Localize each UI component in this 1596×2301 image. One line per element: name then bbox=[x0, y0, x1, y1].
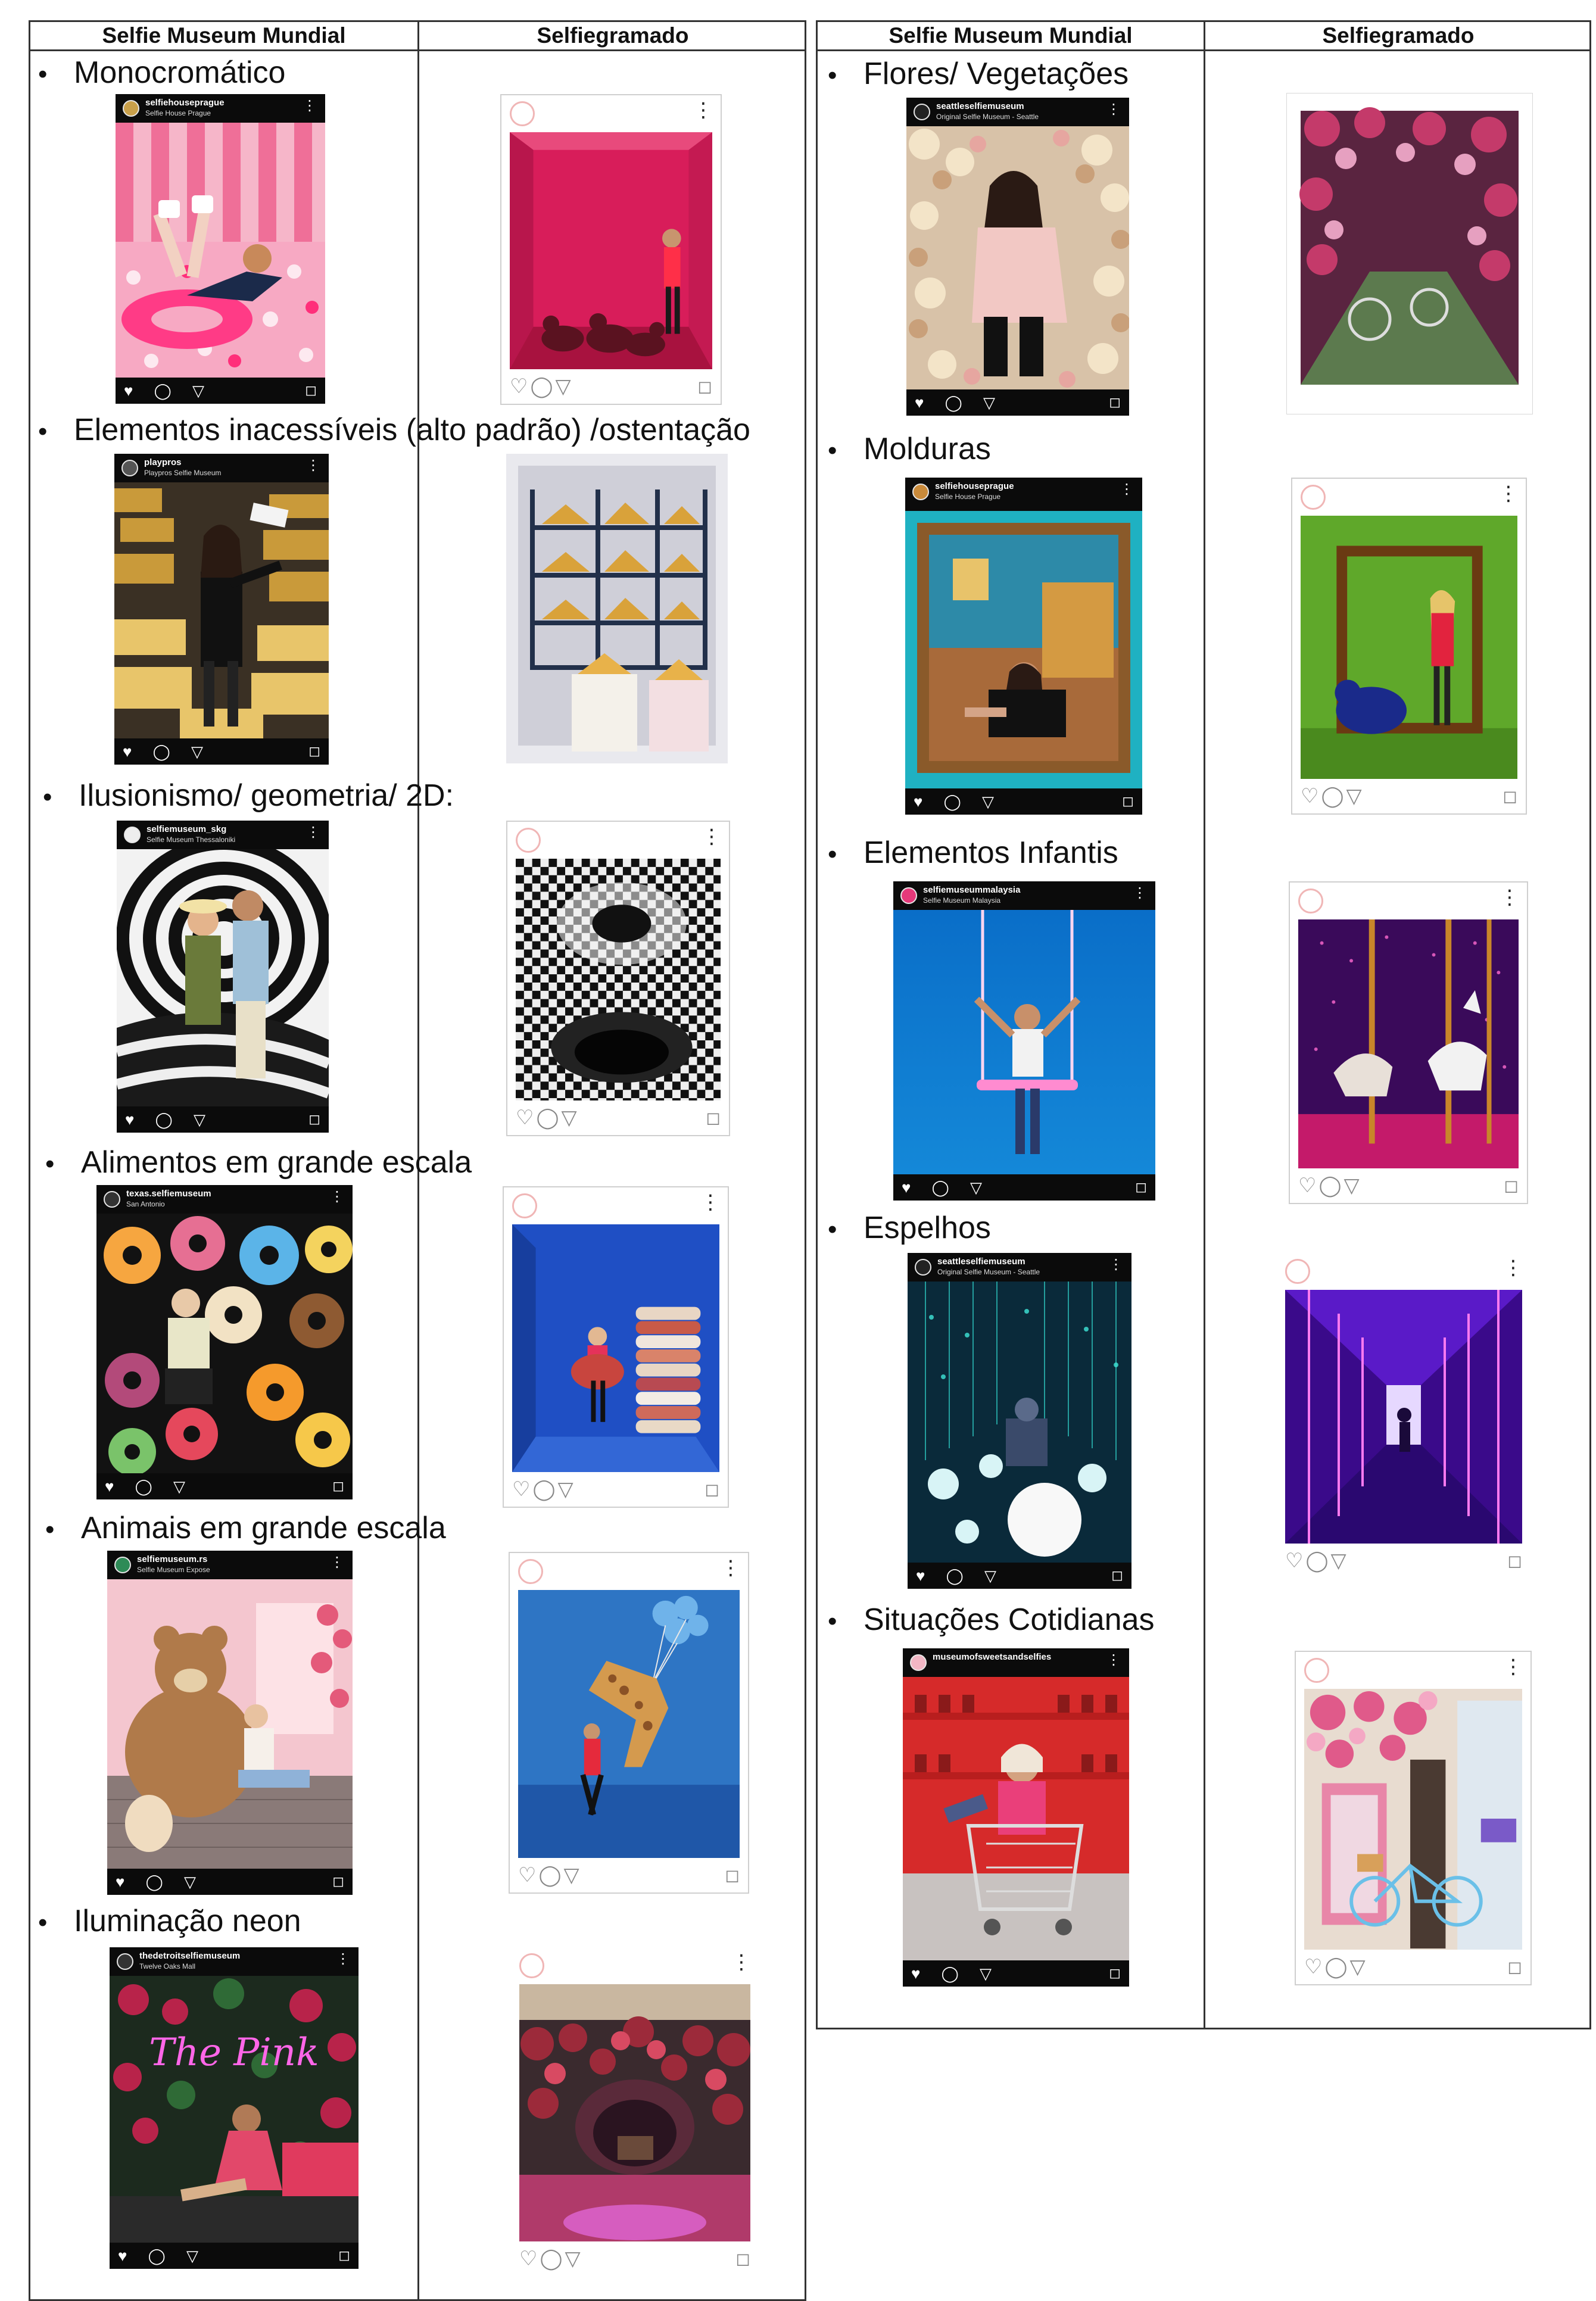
post-actions-icons[interactable]: ♡◯▽ bbox=[1285, 1549, 1349, 1572]
category-infantis: • Elementos Infantis bbox=[828, 835, 1118, 872]
bullet-icon: • bbox=[43, 782, 52, 812]
selfiegramado-post-animais bbox=[509, 1552, 749, 1894]
post-actions-icons[interactable]: ♡◯▽ bbox=[510, 375, 573, 398]
post-photo bbox=[1301, 516, 1517, 779]
more-options-icon[interactable]: ⋮ bbox=[1106, 101, 1121, 117]
category-animais: • Animais em grande escala bbox=[45, 1510, 446, 1548]
post-actions-icons[interactable]: ♥ ◯ ▽ bbox=[118, 2247, 207, 2265]
bullet-icon: • bbox=[828, 61, 837, 90]
post-location: Selfie Museum Thessaloniki bbox=[146, 835, 236, 844]
bullet-icon: • bbox=[38, 417, 48, 446]
bookmark-icon[interactable]: ◻ bbox=[332, 1478, 344, 1494]
selfiegramado-post-cotidianas bbox=[1295, 1651, 1532, 1985]
more-options-icon[interactable]: ⋮ bbox=[303, 98, 317, 114]
post-username: selfiemuseum_skg bbox=[146, 824, 227, 834]
post-username: selfiemuseummalaysia bbox=[923, 885, 1021, 895]
more-options-icon[interactable]: ⋮ bbox=[306, 457, 320, 473]
more-options-icon[interactable]: ⋮ bbox=[693, 99, 713, 121]
left-header-selfiegramado: Selfiegramado bbox=[537, 23, 689, 48]
avatar-placeholder-icon bbox=[1298, 888, 1323, 913]
post-username: selfiehouseprague bbox=[145, 98, 225, 108]
post-photo bbox=[114, 482, 329, 738]
category-neon: • Iluminação neon bbox=[38, 1903, 301, 1941]
instagram-post-cotidianas bbox=[903, 1648, 1129, 1987]
more-options-icon[interactable]: ⋮ bbox=[1133, 885, 1147, 901]
post-username: selfiehouseprague bbox=[935, 481, 1014, 491]
post-actions-icons[interactable]: ♥ ◯ ▽ bbox=[911, 1965, 1000, 1982]
post-actions-icons[interactable]: ♡◯▽ bbox=[1298, 1174, 1362, 1197]
bookmark-icon[interactable]: ◻ bbox=[1122, 793, 1134, 809]
category-ilusionismo: • Ilusionismo/ geometria/ 2D: bbox=[43, 778, 454, 815]
bookmark-icon[interactable]: ◻ bbox=[1507, 1551, 1522, 1571]
post-actions-icons[interactable]: ♡◯▽ bbox=[1301, 785, 1364, 807]
avatar-placeholder-icon bbox=[1301, 485, 1326, 510]
instagram-post-alimentos bbox=[96, 1185, 353, 1499]
avatar bbox=[914, 104, 930, 120]
bullet-icon: • bbox=[828, 436, 837, 465]
post-photo bbox=[116, 123, 325, 378]
avatar-placeholder-icon bbox=[518, 1559, 543, 1584]
selfiegramado-post-infantis bbox=[1289, 881, 1528, 1204]
post-actions-icons[interactable]: ♥ ◯ ▽ bbox=[916, 1567, 1005, 1585]
post-location: Playpros Selfie Museum bbox=[144, 469, 222, 477]
more-options-icon[interactable]: ⋮ bbox=[1503, 1256, 1523, 1279]
avatar bbox=[117, 1953, 133, 1970]
avatar bbox=[104, 1191, 120, 1208]
post-photo bbox=[518, 1590, 740, 1858]
bookmark-icon[interactable]: ◻ bbox=[308, 743, 320, 759]
bookmark-icon[interactable]: ◻ bbox=[705, 1480, 719, 1499]
bookmark-icon[interactable]: ◻ bbox=[1503, 787, 1517, 806]
selfiegramado-photo-flores bbox=[1286, 93, 1533, 414]
selfiegramado-post-neon bbox=[511, 1947, 759, 2276]
post-actions-icons[interactable]: ♡◯▽ bbox=[519, 2247, 583, 2270]
bookmark-icon[interactable]: ◻ bbox=[1135, 1179, 1147, 1195]
post-location: Original Selfie Museum - Seattle bbox=[936, 113, 1039, 121]
bullet-icon: • bbox=[38, 1908, 48, 1937]
post-location: San Antonio bbox=[126, 1200, 165, 1208]
post-username: museumofsweetsandselfies bbox=[933, 1652, 1052, 1662]
bookmark-icon[interactable]: ◻ bbox=[725, 1866, 740, 1885]
bookmark-icon[interactable]: ◻ bbox=[332, 1873, 344, 1890]
avatar-placeholder-icon bbox=[512, 1193, 537, 1218]
bookmark-icon[interactable]: ◻ bbox=[697, 377, 712, 397]
avatar bbox=[114, 1557, 131, 1573]
post-photo bbox=[510, 132, 712, 369]
bullet-icon: • bbox=[828, 1607, 837, 1636]
instagram-post-infantis bbox=[893, 881, 1155, 1201]
post-photo bbox=[893, 910, 1155, 1174]
bullet-icon: • bbox=[45, 1149, 55, 1178]
post-photo bbox=[110, 1976, 359, 2243]
selfiegramado-post-alimentos bbox=[503, 1186, 729, 1508]
selfiegramado-post-espelhos bbox=[1277, 1253, 1530, 1578]
post-photo bbox=[1304, 1689, 1522, 1950]
post-actions-icons[interactable]: ♡◯▽ bbox=[516, 1106, 579, 1129]
category-alimentos: • Alimentos em grande escala bbox=[45, 1145, 472, 1182]
post-username: selfiemuseum.rs bbox=[137, 1554, 208, 1564]
instagram-post-flores bbox=[906, 98, 1129, 416]
bookmark-icon[interactable]: ◻ bbox=[338, 2247, 350, 2263]
more-options-icon[interactable]: ⋮ bbox=[1503, 1655, 1523, 1678]
more-options-icon[interactable]: ⋮ bbox=[1120, 481, 1134, 497]
post-actions-icons[interactable]: ♥ ◯ ▽ bbox=[914, 793, 1002, 810]
post-actions-icons[interactable]: ♥ ◯ ▽ bbox=[124, 382, 213, 400]
avatar-placeholder-icon bbox=[1304, 1658, 1329, 1683]
post-photo bbox=[96, 1214, 353, 1473]
post-photo bbox=[903, 1677, 1129, 1960]
post-photo bbox=[117, 849, 329, 1106]
avatar bbox=[900, 887, 917, 904]
more-options-icon[interactable]: ⋮ bbox=[306, 824, 320, 840]
selfiegramado-post-molduras bbox=[1291, 478, 1527, 815]
post-username: thedetroitselfiemuseum bbox=[139, 1951, 241, 1961]
more-options-icon[interactable]: ⋮ bbox=[700, 1191, 721, 1214]
more-options-icon[interactable]: ⋮ bbox=[1109, 1256, 1123, 1273]
post-photo bbox=[512, 1224, 719, 1472]
instagram-post-ostentacao bbox=[114, 454, 329, 765]
post-actions-icons[interactable]: ♡◯▽ bbox=[512, 1478, 576, 1501]
post-photo bbox=[1298, 919, 1519, 1168]
bookmark-icon[interactable]: ◻ bbox=[1507, 1957, 1522, 1977]
post-location: Selfie Museum Expose bbox=[137, 1566, 210, 1574]
avatar bbox=[912, 484, 929, 500]
left-header-mundial: Selfie Museum Mundial bbox=[102, 23, 346, 48]
more-options-icon[interactable]: ⋮ bbox=[702, 825, 722, 848]
post-location: Twelve Oaks Mall bbox=[139, 1962, 196, 1970]
avatar bbox=[123, 100, 139, 117]
more-options-icon[interactable]: ⋮ bbox=[1500, 886, 1520, 909]
selfiegramado-post-ilusionismo bbox=[506, 821, 730, 1136]
avatar-placeholder-icon bbox=[510, 101, 535, 126]
post-photo bbox=[107, 1579, 353, 1869]
instagram-post-monocromatico bbox=[116, 94, 325, 404]
post-username: seattleselfiemuseum bbox=[936, 101, 1024, 111]
instagram-post-animais bbox=[107, 1551, 353, 1895]
post-username: playpros bbox=[144, 457, 182, 467]
more-options-icon[interactable]: ⋮ bbox=[336, 1951, 350, 1967]
selfiegramado-post-monocromatico bbox=[500, 94, 722, 405]
more-options-icon[interactable]: ⋮ bbox=[330, 1189, 344, 1205]
post-photo bbox=[906, 126, 1129, 389]
more-options-icon[interactable]: ⋮ bbox=[731, 1951, 752, 1973]
post-username: seattleselfiemuseum bbox=[937, 1256, 1025, 1267]
post-actions-icons[interactable]: ♡◯▽ bbox=[518, 1864, 582, 1887]
bullet-icon: • bbox=[828, 840, 837, 869]
neon-sign-text: The Pink bbox=[149, 2031, 319, 2075]
category-cotidianas: • Situações Cotidianas bbox=[828, 1602, 1155, 1639]
bullet-icon: • bbox=[38, 60, 48, 89]
bookmark-icon[interactable]: ◻ bbox=[706, 1108, 721, 1128]
post-photo bbox=[519, 1984, 750, 2241]
avatar bbox=[910, 1654, 927, 1671]
bookmark-icon[interactable]: ◻ bbox=[1109, 394, 1121, 410]
category-espelhos: • Espelhos bbox=[828, 1210, 991, 1248]
post-photo bbox=[908, 1282, 1131, 1563]
post-actions-icons[interactable]: ♥ ◯ ▽ bbox=[125, 1111, 214, 1128]
post-actions-icons[interactable]: ♡◯▽ bbox=[1304, 1956, 1368, 1978]
post-location: Original Selfie Museum - Seattle bbox=[937, 1268, 1040, 1276]
bookmark-icon[interactable]: ◻ bbox=[1504, 1176, 1519, 1196]
avatar-placeholder-icon bbox=[1285, 1259, 1310, 1284]
post-actions-icons[interactable]: ♥ ◯ ▽ bbox=[902, 1178, 990, 1196]
right-header-selfiegramado: Selfiegramado bbox=[1322, 23, 1475, 48]
bookmark-icon[interactable]: ◻ bbox=[308, 1111, 320, 1127]
post-photo bbox=[1285, 1290, 1522, 1544]
post-actions-icons[interactable]: ♥ ◯ ▽ bbox=[915, 394, 1003, 411]
instagram-post-ilusionismo bbox=[117, 821, 329, 1133]
post-photo bbox=[905, 511, 1142, 788]
category-flores: • Flores/ Vegetações bbox=[828, 56, 1129, 93]
post-username: texas.selfiemuseum bbox=[126, 1189, 211, 1199]
more-options-icon[interactable]: ⋮ bbox=[1498, 482, 1519, 505]
instagram-post-molduras bbox=[905, 478, 1142, 815]
more-options-icon[interactable]: ⋮ bbox=[330, 1554, 344, 1570]
post-location: Selfie Museum Malaysia bbox=[923, 896, 1001, 905]
post-photo bbox=[516, 859, 721, 1100]
category-monocromatico: • Monocromático bbox=[38, 55, 285, 92]
post-actions-icons[interactable]: ♥ ◯ ▽ bbox=[123, 743, 211, 760]
bookmark-icon[interactable]: ◻ bbox=[1109, 1965, 1121, 1981]
avatar bbox=[915, 1259, 931, 1276]
more-options-icon[interactable]: ⋮ bbox=[1106, 1652, 1121, 1668]
selfiegramado-photo-ostentacao bbox=[506, 454, 728, 763]
post-location: Selfie House Prague bbox=[145, 109, 211, 117]
category-elementos-inacessiveis: • Elementos inacessíveis (alto padrão) /ostentação bbox=[38, 412, 750, 450]
instagram-post-neon bbox=[110, 1947, 359, 2269]
instagram-post-espelhos bbox=[908, 1253, 1131, 1589]
more-options-icon[interactable]: ⋮ bbox=[721, 1557, 741, 1579]
bullet-icon: • bbox=[45, 1515, 55, 1544]
bookmark-icon[interactable]: ◻ bbox=[1111, 1567, 1123, 1583]
bullet-icon: • bbox=[828, 1215, 837, 1244]
post-actions-icons[interactable]: ♥ ◯ ▽ bbox=[105, 1477, 194, 1495]
avatar-placeholder-icon bbox=[519, 1953, 544, 1978]
avatar bbox=[121, 460, 138, 476]
avatar bbox=[124, 827, 141, 843]
avatar-placeholder-icon bbox=[516, 828, 541, 853]
right-header-mundial: Selfie Museum Mundial bbox=[889, 23, 1133, 48]
post-actions-icons[interactable]: ♥ ◯ ▽ bbox=[116, 1873, 204, 1891]
bookmark-icon[interactable]: ◻ bbox=[735, 2249, 750, 2269]
bookmark-icon[interactable]: ◻ bbox=[305, 382, 317, 398]
post-location: Selfie House Prague bbox=[935, 492, 1001, 501]
category-molduras: • Molduras bbox=[828, 431, 991, 469]
